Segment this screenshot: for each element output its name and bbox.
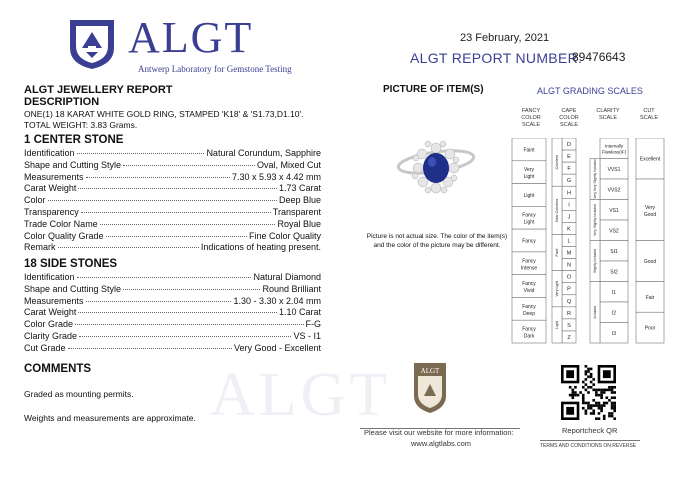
dot-leader [86,301,232,302]
spec-label: Measurements [24,171,84,182]
spec-row [24,219,321,230]
fancy-scale-label: Faint [523,147,535,154]
fancy-scale-label: Fancy [522,212,536,219]
cut-label: Excellent [639,156,661,163]
spec-label: Trade Color Name [24,218,98,229]
spec-value: Fine Color Quality [248,230,321,241]
spec-label: Clarity Grade [24,331,78,341]
spec-value: Indications of heating present. [200,242,321,253]
dot-leader [48,200,277,201]
spec-label: Color Grade [24,319,74,330]
spec-row [24,307,321,318]
spec-value: Transparent [272,207,321,217]
fancy-scale-label: Fancy [522,281,536,288]
algt-shield-logo [68,18,116,70]
brand-logo-text: ALGT [128,13,254,62]
spec-value: 1.73 Carat [278,183,321,194]
cut-label: Very [644,204,656,211]
spec-label: Cut Grade [24,342,66,353]
report-number: 89476643 [572,50,626,64]
clarity-group-label: Slightly Included [593,248,597,274]
dot-leader [81,212,271,213]
spec-row [24,160,321,171]
cape-letter: O [566,274,572,281]
cape-letter: D [567,142,571,149]
spec-value: 7.30 x 5.93 x 4.42 mm [231,171,321,182]
fancy-scale-label: Fancy [522,326,536,333]
cut-scale-header: CUT SCALE [639,108,659,121]
dot-leader [77,277,252,278]
cape-letter: J [567,214,571,221]
clarity-label: Internally [604,143,624,149]
spec-value: Royal Blue [277,218,321,229]
fancy-scale-label: Fancy [522,303,536,310]
side-stones-heading: 18 SIDE STONES [24,258,118,270]
spec-value: Oval, Mixed Cut [256,159,321,170]
fancy-scale-label: Light [523,174,535,181]
spec-row [24,231,321,242]
dot-leader [77,153,205,154]
spec-row [24,284,321,295]
fancy-scale-label: Deep [523,310,535,317]
dot-leader [86,177,230,178]
clarity-label: VVS1 [607,166,621,173]
fancy-scale-header: FANCY COLOR SCALE [521,108,541,128]
spec-value: VS - I1 [293,331,321,341]
clarity-label: Flawless(IF) [601,149,627,155]
dot-leader [106,236,247,237]
cape-letter: P [567,286,571,293]
dot-leader [75,324,303,325]
spec-label: Measurements [24,295,84,306]
svg-text:ALGT: ALGT [420,367,440,375]
report-date: 23 February, 2021 [460,32,550,44]
cape-group-label: Light [555,321,559,329]
clarity-label: I2 [611,310,617,317]
spec-value: F-G [305,319,321,330]
cape-letter: Z [567,334,571,341]
website-link[interactable]: www.algtlabs.com [411,439,472,448]
cape-letter: E [567,154,571,161]
grading-scales-chart [510,138,670,346]
comments-heading: COMMENTS [24,363,92,375]
spec-label: Carat Weight [24,307,77,318]
report-number-label: ALGT REPORT NUMBER: [410,50,583,66]
cape-group-label: Colorless [555,154,559,170]
brand-subtitle: Antwerp Laboratory for Gemstone Testing [138,64,292,74]
spec-value: Very Good - Excellent [233,342,321,353]
fancy-scale-label: Fancy [522,238,536,245]
clarity-scale-header: CLARITY SCALE [596,108,620,121]
cape-letter: M [566,250,572,257]
dot-leader [79,336,291,337]
terms-notice: TERMS AND CONDITIONS ON REVERSE [540,443,637,449]
cape-letter: L [567,238,571,245]
center-stone-heading: 1 CENTER STONE [24,134,124,146]
dot-leader [123,165,255,166]
spec-row [24,172,321,183]
fancy-scale-label: Intense [520,265,538,272]
cape-letter: S [567,322,571,329]
spec-value: 1.10 Carat [278,307,321,318]
clarity-label: I1 [611,289,617,296]
spec-label: Shape and Cutting Style [24,159,122,170]
spec-value: Natural Corundum, Sapphire [206,148,321,158]
spec-label: Shape and Cutting Style [24,283,122,294]
dot-leader [123,289,260,290]
fancy-scale-label: Light [523,192,535,199]
report-title: ALGT JEWELLERY REPORT [24,84,173,96]
description-heading: DESCRIPTION [24,96,100,108]
cut-label: Poor [644,325,656,332]
spec-label: Carat Weight [24,183,77,194]
clarity-label: SI1 [610,248,618,255]
clarity-group-label: Very Very Slightly Included [593,159,597,199]
spec-value: Round Brilliant [262,283,321,294]
cape-letter: I [568,202,570,209]
cape-letter: F [567,166,571,173]
dot-leader [78,312,277,313]
grading-scales-title: ALGT GRADING SCALES [537,86,643,96]
spec-value: 1.30 - 3.30 x 2.04 mm [233,295,321,306]
cape-letter: H [567,190,571,197]
total-weight: TOTAL WEIGHT: 3.83 Grams. [24,120,138,130]
spec-row [24,296,321,307]
algt-shield-logo-footer [413,362,447,414]
comment-line: Weights and measurements are approximate. [24,413,196,423]
dot-leader [78,188,277,189]
cape-group-label: Faint [555,248,559,257]
dot-leader [58,247,199,248]
watermark-logo: ALGT [210,361,392,429]
cape-letter: R [567,310,571,317]
fancy-scale-label: Very [523,167,535,174]
website-info: Please visit our website for more information: [364,428,514,437]
spec-label: Identification [24,148,75,158]
cut-label: Good [643,259,657,265]
picture-title: PICTURE OF ITEM(S) [383,84,484,95]
qr-code[interactable] [561,365,616,420]
spec-label: Identification [24,272,75,282]
fancy-scale-label: Fancy [522,258,536,265]
description-text: ONE(1) 18 KARAT WHITE GOLD RING, STAMPED 'K18' & 'S1.73,D1.10'. [24,109,304,119]
spec-row [24,207,321,218]
spec-row [24,148,321,159]
spec-row [24,331,321,342]
clarity-label: I3 [611,330,617,337]
spec-row [24,183,321,194]
clarity-group-label: Very Slightly Included [593,204,597,236]
dot-leader [68,348,232,349]
spec-label: Remark [24,242,56,253]
signature-line [540,440,640,441]
cape-group-label: Very Light [555,280,559,297]
cape-group-label: Near Colorless [555,198,559,222]
cape-letter: K [567,226,571,233]
cut-label: Good [643,211,657,218]
clarity-label: SI2 [610,269,618,276]
fancy-scale-label: Light [523,219,535,226]
cut-label: Fair [645,294,655,301]
clarity-cell [600,138,628,159]
fancy-scale-label: Dark [523,333,535,340]
fancy-scale-label: Vivid [523,288,535,295]
dot-leader [100,224,276,225]
clarity-label: VVS2 [607,187,621,194]
spec-row [24,272,321,283]
comment-line: Graded as mounting permits. [24,389,134,399]
cape-scale-header: CAPE COLOR SCALE [559,108,579,128]
clarity-label: VS1 [609,207,619,214]
clarity-label: VS2 [609,228,619,235]
cape-letter: N [567,262,571,269]
cape-letter: Q [566,298,572,305]
spec-label: Transparency [24,207,79,217]
spec-label: Color Quality Grade [24,230,104,241]
spec-row [24,242,321,253]
ring-photo [388,130,478,210]
qr-label: Reportcheck QR [562,426,618,435]
spec-row [24,195,321,206]
spec-value: Natural Diamond [253,272,321,282]
spec-value: Deep Blue [278,195,321,206]
spec-label: Color [24,195,46,206]
picture-disclaimer: Picture is not actual size. The color of the item(s) and the color of the picture may be different. [366,233,508,249]
cape-letter: G [566,178,572,185]
spec-row [24,343,321,354]
clarity-group-label: Included [593,306,597,319]
spec-row [24,319,321,330]
